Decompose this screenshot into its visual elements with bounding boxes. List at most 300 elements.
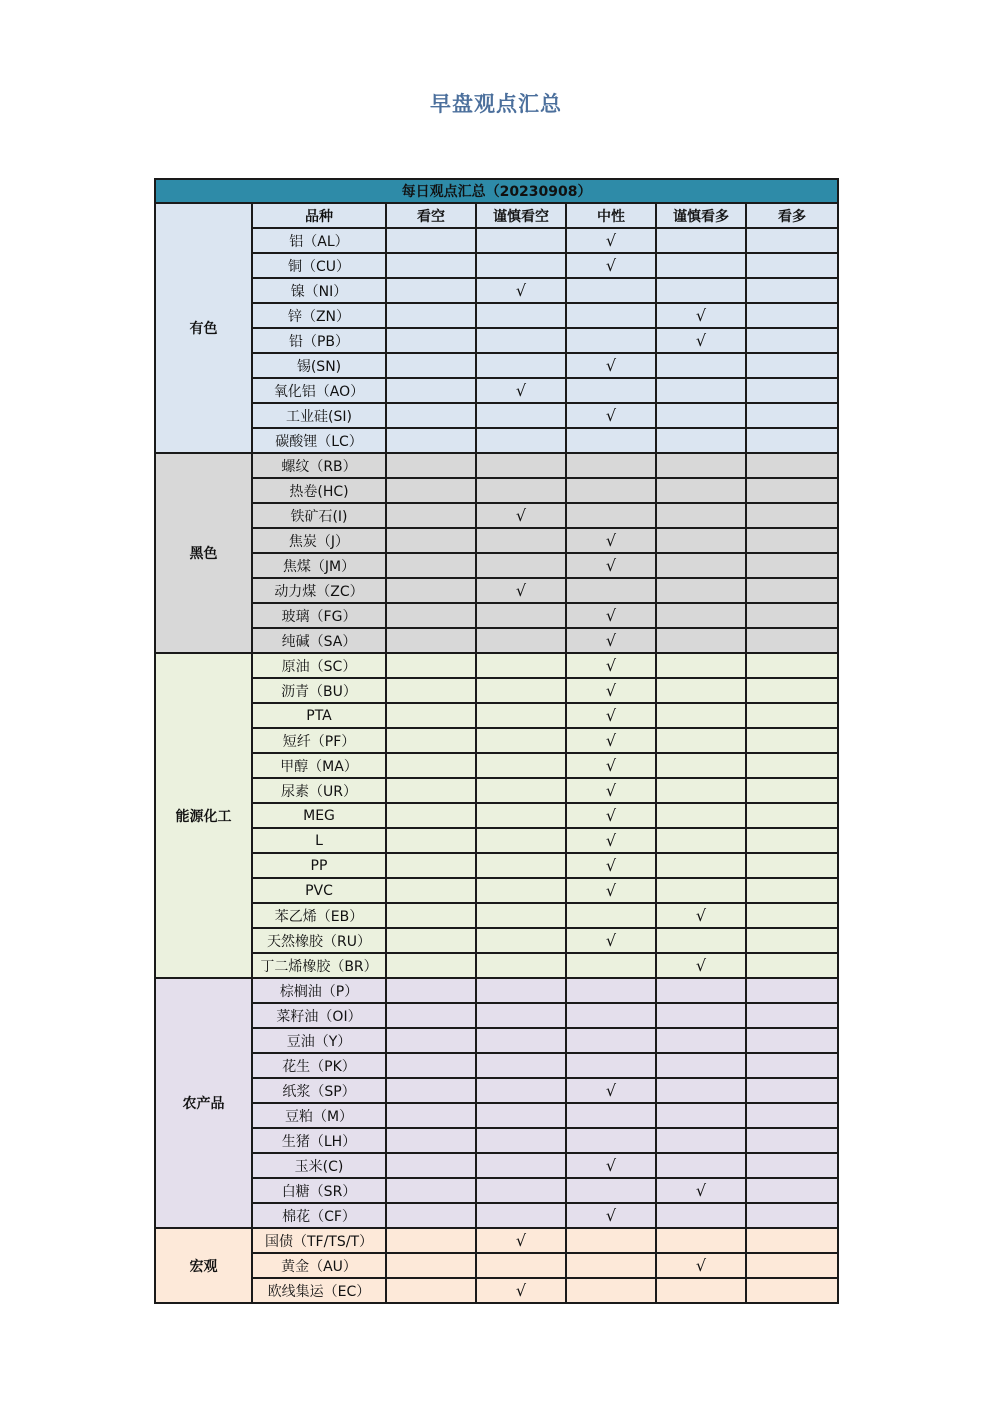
view-cell <box>746 828 838 853</box>
check-mark-icon: √ <box>605 606 617 625</box>
view-cell <box>656 553 746 578</box>
view-cell <box>386 453 476 478</box>
item-name: 短纤（PF） <box>252 728 386 753</box>
table-row <box>155 928 838 953</box>
item-name: 焦煤（JM） <box>252 553 386 578</box>
table-row <box>155 553 838 578</box>
view-cell <box>476 1253 566 1278</box>
view-cell <box>656 903 746 928</box>
table-row <box>155 403 838 428</box>
view-cell <box>476 578 566 603</box>
item-name: MEG <box>252 803 386 828</box>
view-cell <box>386 778 476 803</box>
view-cell <box>746 1253 838 1278</box>
view-cell <box>386 228 476 253</box>
view-cell <box>566 1253 656 1278</box>
check-mark-icon: √ <box>515 281 527 300</box>
view-cell <box>566 403 656 428</box>
check-mark-icon: √ <box>605 1081 617 1100</box>
view-cell <box>746 378 838 403</box>
view-cell <box>656 1103 746 1128</box>
header-row <box>155 203 838 228</box>
view-cell <box>386 528 476 553</box>
view-cell <box>476 803 566 828</box>
view-cell <box>386 478 476 503</box>
item-name: L <box>252 828 386 853</box>
view-cell <box>566 703 656 728</box>
view-cell <box>386 878 476 903</box>
table-row <box>155 1253 838 1278</box>
view-cell <box>566 928 656 953</box>
view-cell <box>386 603 476 628</box>
item-name: 甲醇（MA） <box>252 753 386 778</box>
view-cell <box>656 328 746 353</box>
view-summary-table <box>154 178 839 1304</box>
view-cell <box>476 1278 566 1303</box>
table-row <box>155 953 838 978</box>
view-cell <box>746 503 838 528</box>
check-mark-icon: √ <box>605 681 617 700</box>
view-cell <box>566 1153 656 1178</box>
item-name: 动力煤（ZC） <box>252 578 386 603</box>
view-cell <box>656 678 746 703</box>
item-name: 生猪（LH） <box>252 1128 386 1153</box>
check-mark-icon: √ <box>605 706 617 725</box>
item-name: 玉米(C) <box>252 1153 386 1178</box>
table-row <box>155 278 838 303</box>
check-mark-icon: √ <box>605 656 617 675</box>
table-caption: 每日观点汇总（20230908） <box>155 179 838 203</box>
view-cell <box>656 1128 746 1153</box>
item-name: 工业硅(SI) <box>252 403 386 428</box>
view-cell <box>746 728 838 753</box>
view-cell <box>746 453 838 478</box>
view-cell <box>476 703 566 728</box>
table-row <box>155 1053 838 1078</box>
view-cell <box>746 978 838 1003</box>
item-name: 纸浆（SP） <box>252 1078 386 1103</box>
view-cell <box>656 953 746 978</box>
check-mark-icon: √ <box>605 931 617 950</box>
view-cell <box>656 728 746 753</box>
view-cell <box>386 553 476 578</box>
check-mark-icon: √ <box>605 531 617 550</box>
view-cell <box>566 428 656 453</box>
check-mark-icon: √ <box>605 831 617 850</box>
check-mark-icon: √ <box>605 256 617 275</box>
view-cell <box>566 953 656 978</box>
view-cell <box>386 828 476 853</box>
view-cell <box>386 578 476 603</box>
view-cell <box>566 303 656 328</box>
check-mark-icon: √ <box>605 631 617 650</box>
item-name: 尿素（UR） <box>252 778 386 803</box>
item-name: 丁二烯橡胶（BR） <box>252 953 386 978</box>
view-cell <box>476 628 566 653</box>
view-cell <box>746 428 838 453</box>
item-name: 氧化铝（AO） <box>252 378 386 403</box>
view-cell <box>746 853 838 878</box>
check-mark-icon: √ <box>605 406 617 425</box>
view-cell <box>566 578 656 603</box>
view-cell <box>386 678 476 703</box>
column-header: 中性 <box>566 203 656 228</box>
view-cell <box>476 1153 566 1178</box>
check-mark-icon: √ <box>695 331 707 350</box>
view-cell <box>566 878 656 903</box>
view-cell <box>476 753 566 778</box>
item-name: 菜籽油（OI） <box>252 1003 386 1028</box>
view-cell <box>566 553 656 578</box>
view-cell <box>386 853 476 878</box>
view-cell <box>476 1203 566 1228</box>
view-cell <box>656 503 746 528</box>
view-cell <box>746 1228 838 1253</box>
table-row <box>155 378 838 403</box>
table-row <box>155 228 838 253</box>
view-cell <box>746 1028 838 1053</box>
item-name: 欧线集运（EC） <box>252 1278 386 1303</box>
page-title: 早盘观点汇总 <box>430 92 562 116</box>
view-cell <box>746 1178 838 1203</box>
view-cell <box>656 353 746 378</box>
view-cell <box>386 353 476 378</box>
check-mark-icon: √ <box>605 731 617 750</box>
view-cell <box>386 428 476 453</box>
view-cell <box>656 403 746 428</box>
view-cell <box>656 653 746 678</box>
view-cell <box>476 903 566 928</box>
view-cell <box>656 253 746 278</box>
view-cell <box>566 678 656 703</box>
view-cell <box>656 1078 746 1103</box>
item-name: 锌（ZN） <box>252 303 386 328</box>
view-cell <box>566 728 656 753</box>
category-cell: 有色 <box>155 203 252 453</box>
view-cell <box>566 453 656 478</box>
table-row <box>155 253 838 278</box>
view-cell <box>566 603 656 628</box>
view-cell <box>566 1203 656 1228</box>
view-cell <box>746 328 838 353</box>
table-row <box>155 803 838 828</box>
table-row <box>155 853 838 878</box>
item-name: 苯乙烯（EB） <box>252 903 386 928</box>
table-row <box>155 453 838 478</box>
column-header: 谨慎看多 <box>656 203 746 228</box>
view-cell <box>656 1028 746 1053</box>
view-cell <box>386 1228 476 1253</box>
view-cell <box>386 703 476 728</box>
view-cell <box>386 403 476 428</box>
view-cell <box>386 1153 476 1178</box>
view-cell <box>746 353 838 378</box>
view-cell <box>386 728 476 753</box>
view-cell <box>656 928 746 953</box>
item-name: 天然橡胶（RU） <box>252 928 386 953</box>
view-cell <box>566 1278 656 1303</box>
view-cell <box>656 778 746 803</box>
view-cell <box>656 278 746 303</box>
view-cell <box>566 753 656 778</box>
view-cell <box>476 1028 566 1053</box>
view-cell <box>386 803 476 828</box>
table-row <box>155 878 838 903</box>
view-cell <box>656 1003 746 1028</box>
item-name: PVC <box>252 878 386 903</box>
view-cell <box>476 1228 566 1253</box>
view-cell <box>656 1253 746 1278</box>
item-name: 黄金（AU） <box>252 1253 386 1278</box>
view-cell <box>386 1128 476 1153</box>
item-name: 铜（CU） <box>252 253 386 278</box>
column-header: 看空 <box>386 203 476 228</box>
view-cell <box>746 878 838 903</box>
view-cell <box>476 1078 566 1103</box>
table-row <box>155 1228 838 1253</box>
item-name: 棕榈油（P） <box>252 978 386 1003</box>
view-cell <box>746 928 838 953</box>
view-cell <box>656 878 746 903</box>
view-cell <box>746 628 838 653</box>
table-row <box>155 428 838 453</box>
view-cell <box>566 1228 656 1253</box>
view-cell <box>566 378 656 403</box>
view-cell <box>656 828 746 853</box>
view-cell <box>656 803 746 828</box>
view-cell <box>656 378 746 403</box>
view-cell <box>746 403 838 428</box>
check-mark-icon: √ <box>605 856 617 875</box>
view-cell <box>386 328 476 353</box>
view-cell <box>386 1278 476 1303</box>
view-cell <box>566 503 656 528</box>
view-cell <box>386 253 476 278</box>
table-row <box>155 1078 838 1103</box>
view-cell <box>746 528 838 553</box>
view-cell <box>386 1028 476 1053</box>
view-cell <box>566 653 656 678</box>
view-cell <box>746 1078 838 1103</box>
view-cell <box>656 478 746 503</box>
view-cell <box>476 553 566 578</box>
item-name: PTA <box>252 703 386 728</box>
view-cell <box>476 728 566 753</box>
view-cell <box>566 353 656 378</box>
view-cell <box>476 453 566 478</box>
view-cell <box>656 1228 746 1253</box>
view-cell <box>476 228 566 253</box>
view-cell <box>566 228 656 253</box>
item-name: 花生（PK） <box>252 1053 386 1078</box>
view-cell <box>476 478 566 503</box>
view-cell <box>746 678 838 703</box>
table-row <box>155 328 838 353</box>
view-cell <box>476 978 566 1003</box>
view-cell <box>746 703 838 728</box>
item-name: 棉花（CF） <box>252 1203 386 1228</box>
table-row <box>155 778 838 803</box>
view-cell <box>656 303 746 328</box>
item-name: 纯碱（SA） <box>252 628 386 653</box>
view-cell <box>746 303 838 328</box>
view-cell <box>746 553 838 578</box>
check-mark-icon: √ <box>605 781 617 800</box>
category-cell: 黑色 <box>155 453 252 653</box>
column-header: 谨慎看空 <box>476 203 566 228</box>
check-mark-icon: √ <box>605 1156 617 1175</box>
table-row <box>155 903 838 928</box>
table-row <box>155 1003 838 1028</box>
view-cell <box>566 253 656 278</box>
view-cell <box>476 828 566 853</box>
view-cell <box>386 1253 476 1278</box>
view-cell <box>746 653 838 678</box>
table-row <box>155 303 838 328</box>
view-cell <box>746 1053 838 1078</box>
table-row <box>155 728 838 753</box>
view-cell <box>476 653 566 678</box>
item-name: 焦炭（J） <box>252 528 386 553</box>
view-cell <box>386 653 476 678</box>
table-row <box>155 703 838 728</box>
item-name: 碳酸锂（LC） <box>252 428 386 453</box>
view-cell <box>476 253 566 278</box>
view-cell <box>746 253 838 278</box>
view-cell <box>476 503 566 528</box>
view-cell <box>386 928 476 953</box>
table-row <box>155 528 838 553</box>
item-name: PP <box>252 853 386 878</box>
table-row <box>155 353 838 378</box>
view-cell <box>566 478 656 503</box>
check-mark-icon: √ <box>605 806 617 825</box>
view-cell <box>386 1053 476 1078</box>
view-cell <box>656 1153 746 1178</box>
view-cell <box>476 1103 566 1128</box>
item-name: 铅（PB） <box>252 328 386 353</box>
item-name: 国债（TF/TS/T） <box>252 1228 386 1253</box>
view-cell <box>746 1103 838 1128</box>
table-row <box>155 1103 838 1128</box>
view-cell <box>476 328 566 353</box>
view-cell <box>746 803 838 828</box>
item-name: 沥青（BU） <box>252 678 386 703</box>
view-cell <box>566 1003 656 1028</box>
item-name: 热卷(HC) <box>252 478 386 503</box>
view-cell <box>386 978 476 1003</box>
view-cell <box>476 953 566 978</box>
view-cell <box>656 703 746 728</box>
check-mark-icon: √ <box>515 506 527 525</box>
view-cell <box>566 1178 656 1203</box>
view-cell <box>746 778 838 803</box>
view-cell <box>656 1178 746 1203</box>
view-cell <box>386 1178 476 1203</box>
check-mark-icon: √ <box>605 556 617 575</box>
table-row <box>155 678 838 703</box>
view-cell <box>566 528 656 553</box>
view-cell <box>656 528 746 553</box>
view-cell <box>656 628 746 653</box>
item-name: 锡(SN) <box>252 353 386 378</box>
check-mark-icon: √ <box>515 381 527 400</box>
item-name: 螺纹（RB） <box>252 453 386 478</box>
view-cell <box>566 628 656 653</box>
view-cell <box>476 778 566 803</box>
view-cell <box>386 753 476 778</box>
table-row <box>155 628 838 653</box>
view-cell <box>746 603 838 628</box>
view-cell <box>386 1103 476 1128</box>
table-row <box>155 1028 838 1053</box>
view-cell <box>386 303 476 328</box>
view-cell <box>476 603 566 628</box>
view-cell <box>746 1153 838 1178</box>
view-cell <box>656 578 746 603</box>
view-cell <box>386 378 476 403</box>
view-cell <box>656 753 746 778</box>
table-row <box>155 1203 838 1228</box>
view-cell <box>476 403 566 428</box>
view-cell <box>386 628 476 653</box>
check-mark-icon: √ <box>515 581 527 600</box>
view-cell <box>476 878 566 903</box>
view-cell <box>476 528 566 553</box>
view-cell <box>386 953 476 978</box>
view-cell <box>476 278 566 303</box>
view-cell <box>746 1203 838 1228</box>
category-cell: 宏观 <box>155 1228 252 1303</box>
check-mark-icon: √ <box>605 1206 617 1225</box>
check-mark-icon: √ <box>515 1281 527 1300</box>
view-cell <box>386 1003 476 1028</box>
view-cell <box>656 1053 746 1078</box>
check-mark-icon: √ <box>515 1231 527 1250</box>
view-cell <box>476 678 566 703</box>
view-cell <box>566 1128 656 1153</box>
check-mark-icon: √ <box>695 956 707 975</box>
view-cell <box>386 903 476 928</box>
check-mark-icon: √ <box>605 231 617 250</box>
view-cell <box>746 478 838 503</box>
item-name: 镍（NI） <box>252 278 386 303</box>
view-cell <box>476 928 566 953</box>
view-cell <box>746 1003 838 1028</box>
view-cell <box>386 1078 476 1103</box>
column-header: 看多 <box>746 203 838 228</box>
view-cell <box>476 1003 566 1028</box>
view-cell <box>656 853 746 878</box>
view-cell <box>656 453 746 478</box>
check-mark-icon: √ <box>695 306 707 325</box>
view-cell <box>746 903 838 928</box>
view-cell <box>566 1053 656 1078</box>
view-cell <box>746 1128 838 1153</box>
view-cell <box>566 853 656 878</box>
category-cell: 农产品 <box>155 978 252 1228</box>
view-cell <box>476 853 566 878</box>
category-cell: 能源化工 <box>155 653 252 978</box>
view-cell <box>476 1053 566 1078</box>
view-cell <box>746 753 838 778</box>
view-cell <box>566 903 656 928</box>
check-mark-icon: √ <box>695 906 707 925</box>
view-cell <box>566 778 656 803</box>
table-row <box>155 978 838 1003</box>
column-header: 品种 <box>252 203 386 228</box>
table-row <box>155 653 838 678</box>
